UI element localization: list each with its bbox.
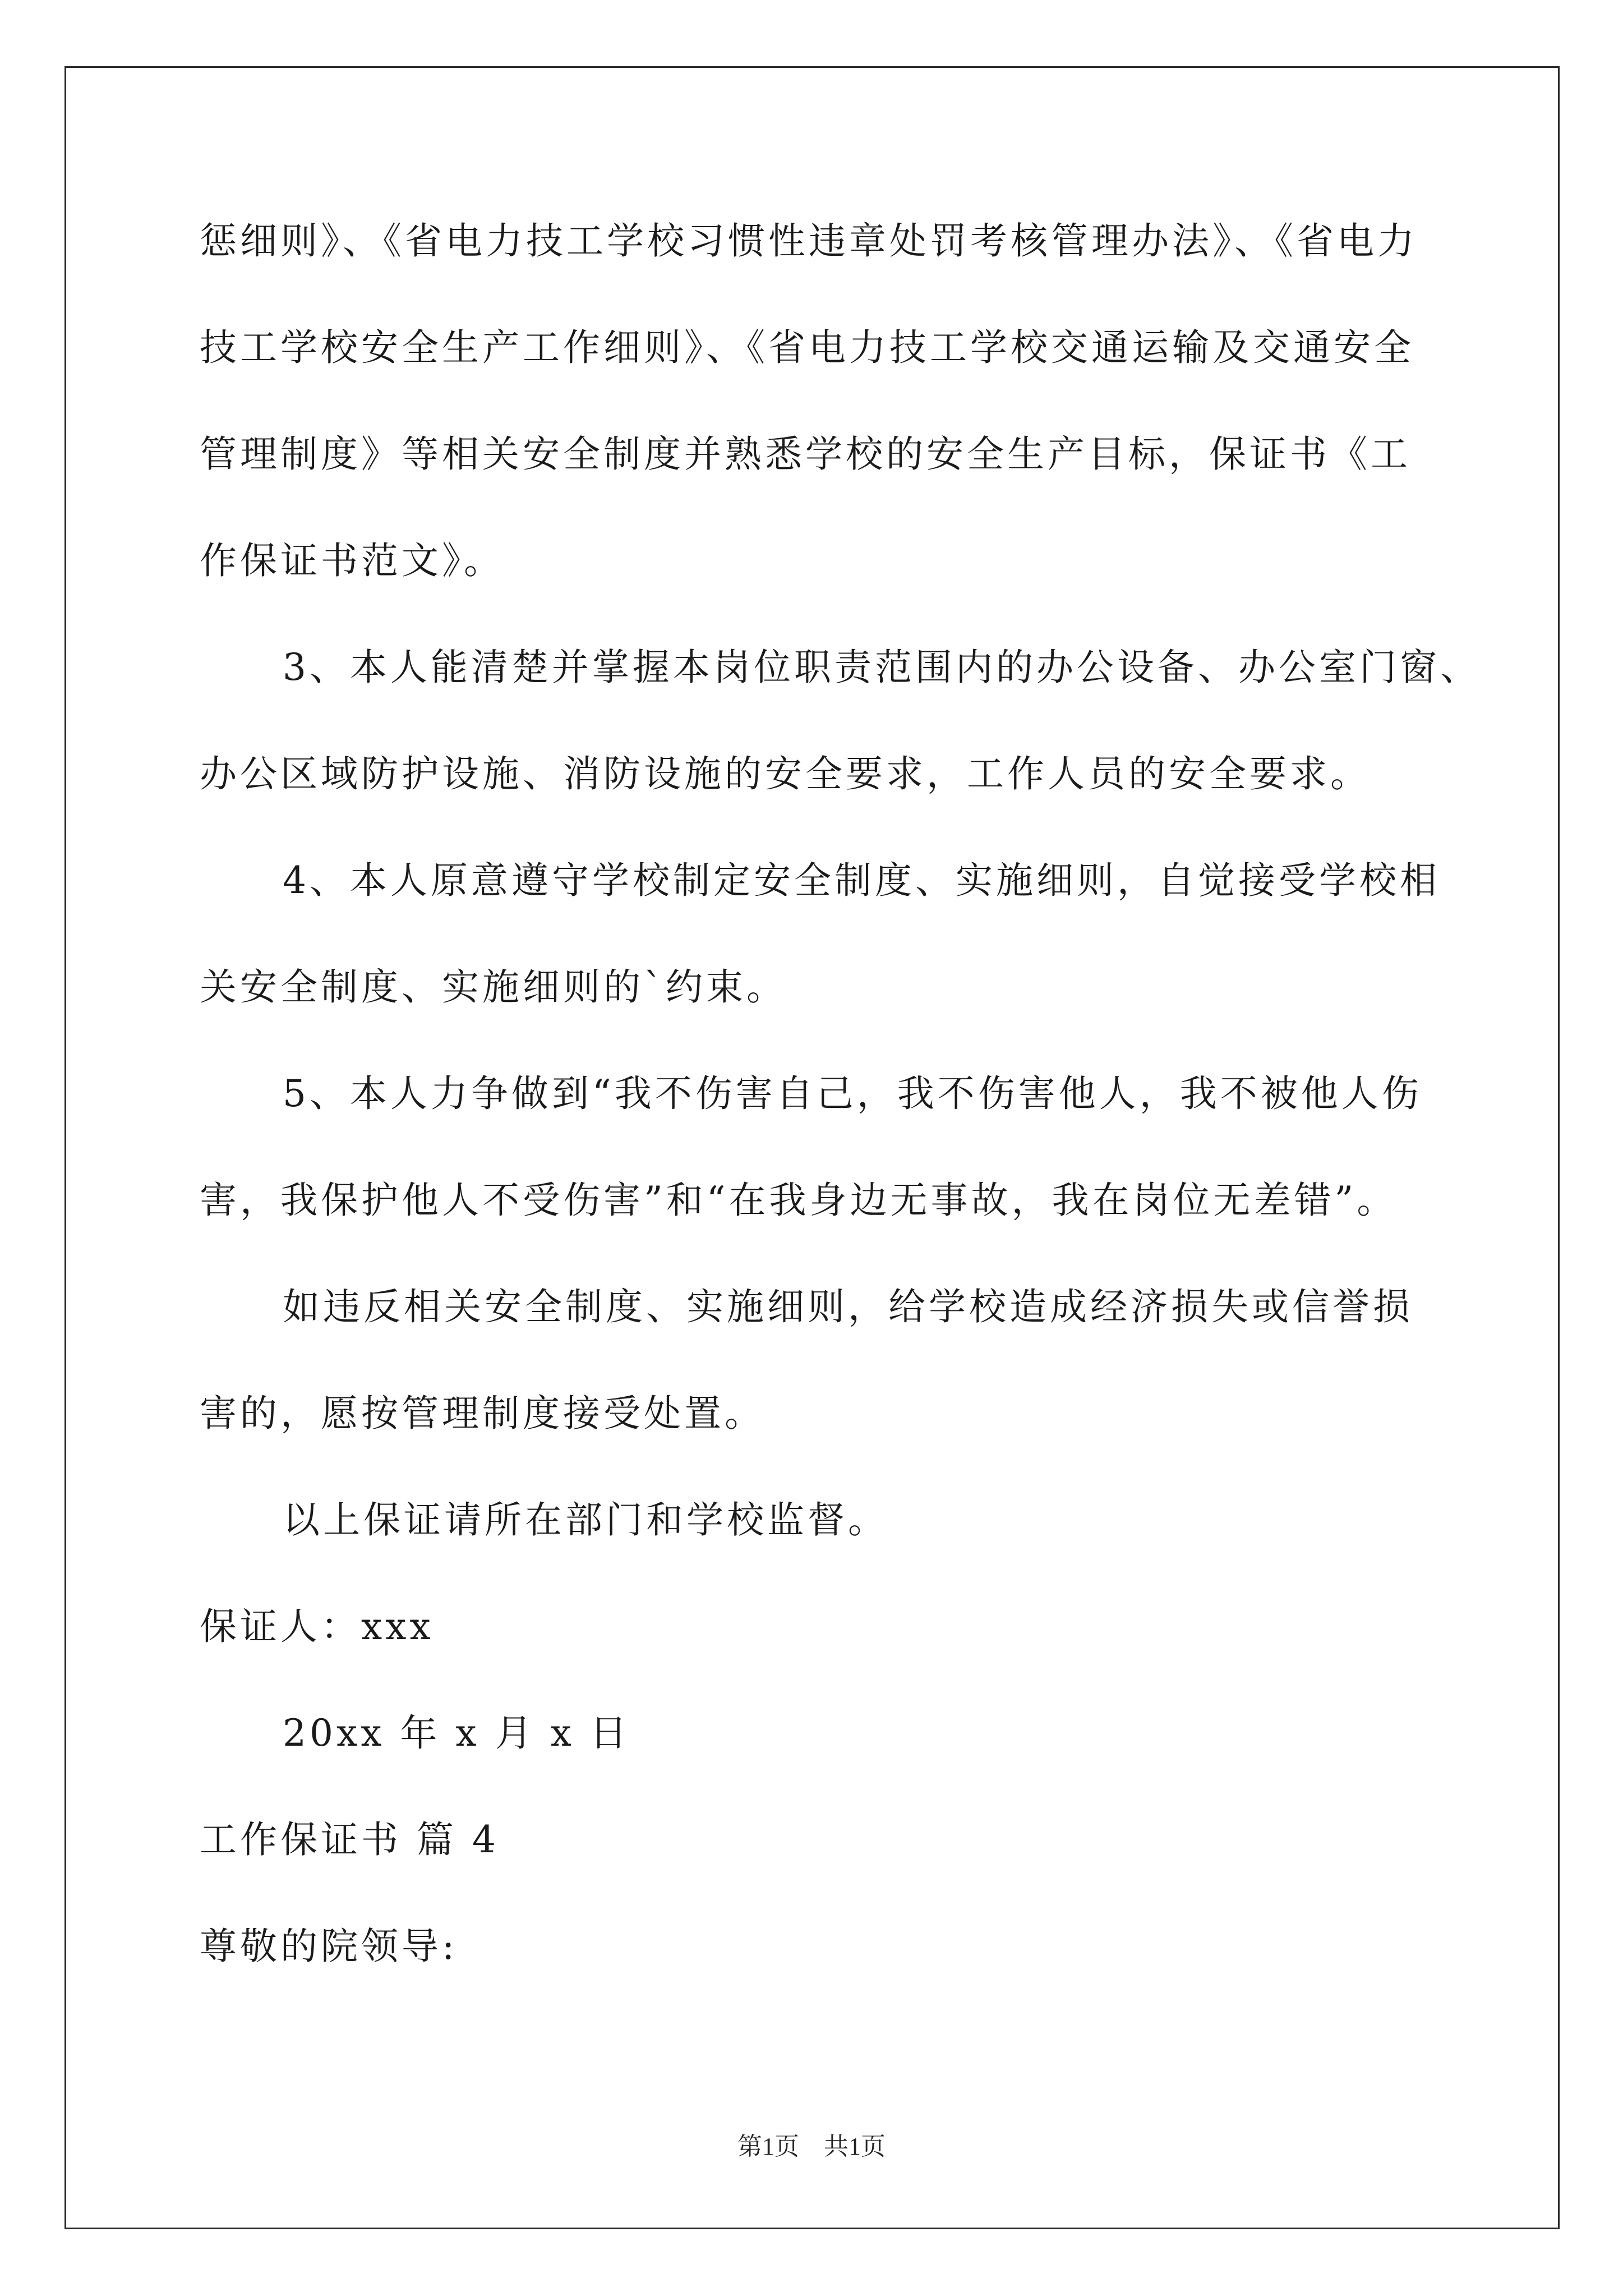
- text-line: 害的，愿按管理制度接受处置。: [200, 1392, 765, 1435]
- text-line: 害，我保护他人不受伤害”和“在我身边无事故，我在岗位无差错”。: [200, 1179, 1398, 1222]
- guarantor-line: 保证人：xxx: [200, 1605, 434, 1648]
- text-line: 惩细则》、《省电力技工学校习惯性违章处罚考核管理办法》、《省电力: [200, 219, 1418, 263]
- text-line: 作保证书范文》。: [200, 539, 504, 582]
- text-line: 管理制度》等相关安全制度并熟悉学校的安全生产目标，保证书《工: [200, 432, 1411, 476]
- text-line: 办公区域防护设施、消防设施的安全要求，工作人员的安全要求。: [200, 752, 1371, 795]
- salutation: 尊敬的院领导:: [200, 1925, 458, 1968]
- text-line: 技工学校安全生产工作细则》、《省电力技工学校交通运输及交通安全: [200, 326, 1414, 369]
- paragraph-item-4: 4、本人原意遵守学校制定安全制度、实施细则，自觉接受学校相: [283, 859, 1440, 902]
- paragraph-item-3: 3、本人能清楚并掌握本岗位职责范围内的办公设备、办公室门窗、: [283, 646, 1481, 689]
- date-line: 20xx 年 x 月 x 日: [283, 1711, 630, 1755]
- paragraph-item-5: 5、本人力争做到“我不伤害自己，我不伤害他人，我不被他人伤: [283, 1072, 1422, 1115]
- supervision-paragraph: 以上保证请所在部门和学校监督。: [283, 1498, 888, 1542]
- text-line: 关安全制度、实施细则的`约束。: [200, 965, 787, 1009]
- violation-paragraph: 如违反相关安全制度、实施细则，给学校造成经济损失或信誉损: [283, 1285, 1413, 1328]
- section-heading: 工作保证书 篇 4: [200, 1818, 499, 1861]
- page-footer: 第1页 共1页: [737, 2133, 886, 2160]
- document-body: [200, 208, 1481, 2019]
